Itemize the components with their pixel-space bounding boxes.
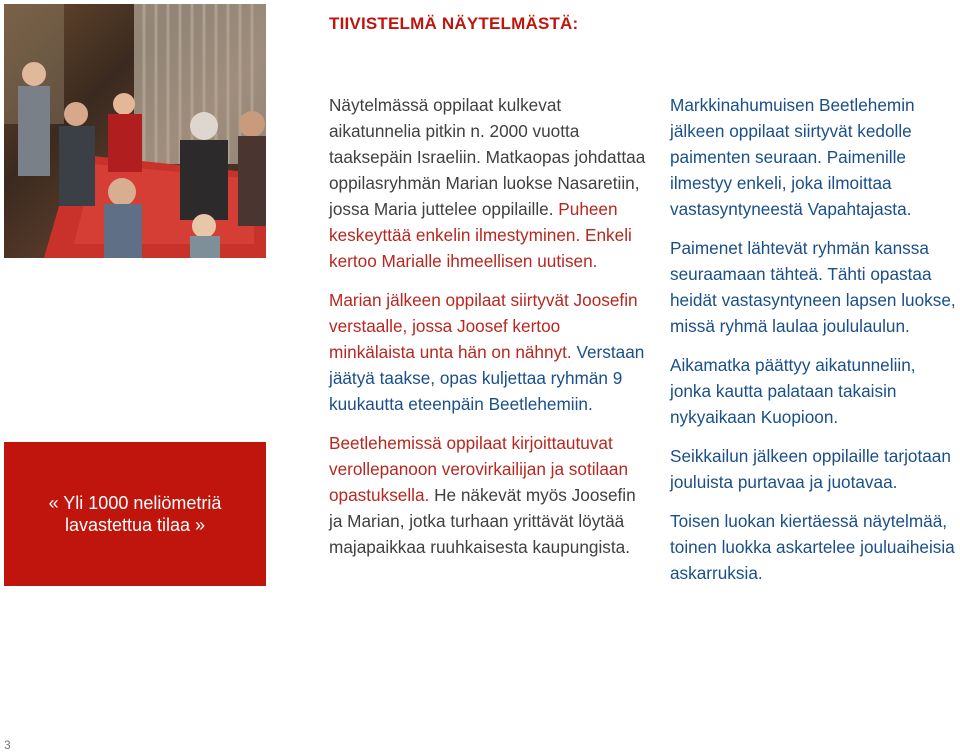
quote-text: « Yli 1000 neliömetriä lavastettua tilaa » — [48, 493, 222, 535]
right-paragraph: Seikkailun jälkeen oppilaille tarjotaan jouluista purtavaa ja juotavaa. — [670, 446, 951, 492]
event-photo-illustration — [4, 4, 266, 258]
paragraph-2-blue-text: Verstaan jäätyä taakse, opas kuljettaa ryhmän 9 kuukautta eteenpäin Beetlehemiin. — [329, 342, 645, 414]
paragraph-2 — [329, 287, 649, 417]
event-photo — [4, 4, 266, 258]
middle-column — [329, 92, 649, 573]
paragraph-3-dark-text: He näkevät myös Joosefin ja Marian, jotka turhaan yrittävät löytää majapaikkaa ruuhkaisesta kaupungista. — [329, 485, 636, 557]
paragraph-3 — [329, 430, 649, 560]
paragraph-1 — [329, 92, 649, 274]
paragraph-2-red-text: Marian jälkeen oppilaat siirtyvät Joosefin verstaalle, jossa Joosef kertoo minkälaista unta hän on nähnyt. — [329, 290, 638, 362]
page-number: 3 — [4, 738, 11, 752]
paragraph-1-red-text: Puheen keskeyttää enkelin ilmestyminen. Enkeli kertoo Marialle ihmeellisen uutisen. — [329, 199, 632, 271]
paragraph-1-dark-text: Näytelmässä oppilaat kulkevat aikatunnelia pitkin n. 2000 vuotta taaksepäin Israeliin. Matkaopas johdattaa oppilasryhmän Marian luokse Nasaretiin, jossa Maria juttelee oppilaille. — [329, 95, 646, 219]
right-paragraph: Paimenet lähtevät ryhmän kanssa seuraamaan tähteä. Tähti opastaa heidät vastasyntyneen lapsen luokse, missä ryhmä laulaa joululaulun. — [670, 238, 956, 336]
right-column — [670, 92, 960, 599]
right-paragraph: Toisen luokan kiertäessä näytelmää, toinen luokka askartelee jouluaiheisia askarruksia. — [670, 511, 955, 583]
right-paragraph: Aikamatka päättyy aikatunneliin, jonka kautta palataan takaisin nykyaikaan Kuopioon. — [670, 355, 916, 427]
right-paragraph: Markkinahumuisen Beetlehemin jälkeen oppilaat siirtyvät kedolle paimenten seuraan. Paimenille ilmestyy enkeli, joka ilmoittaa vastasyntyneestä Vapahtajasta. — [670, 95, 915, 219]
quote-box — [4, 442, 266, 586]
page-title: TIIVISTELMÄ NÄYTELMÄSTÄ: — [329, 14, 579, 33]
paragraph-3-red-text: Beetlehemissä oppilaat kirjoittautuvat verollepanoon verovirkailijan ja sotilaan opastuksella. — [329, 433, 629, 505]
